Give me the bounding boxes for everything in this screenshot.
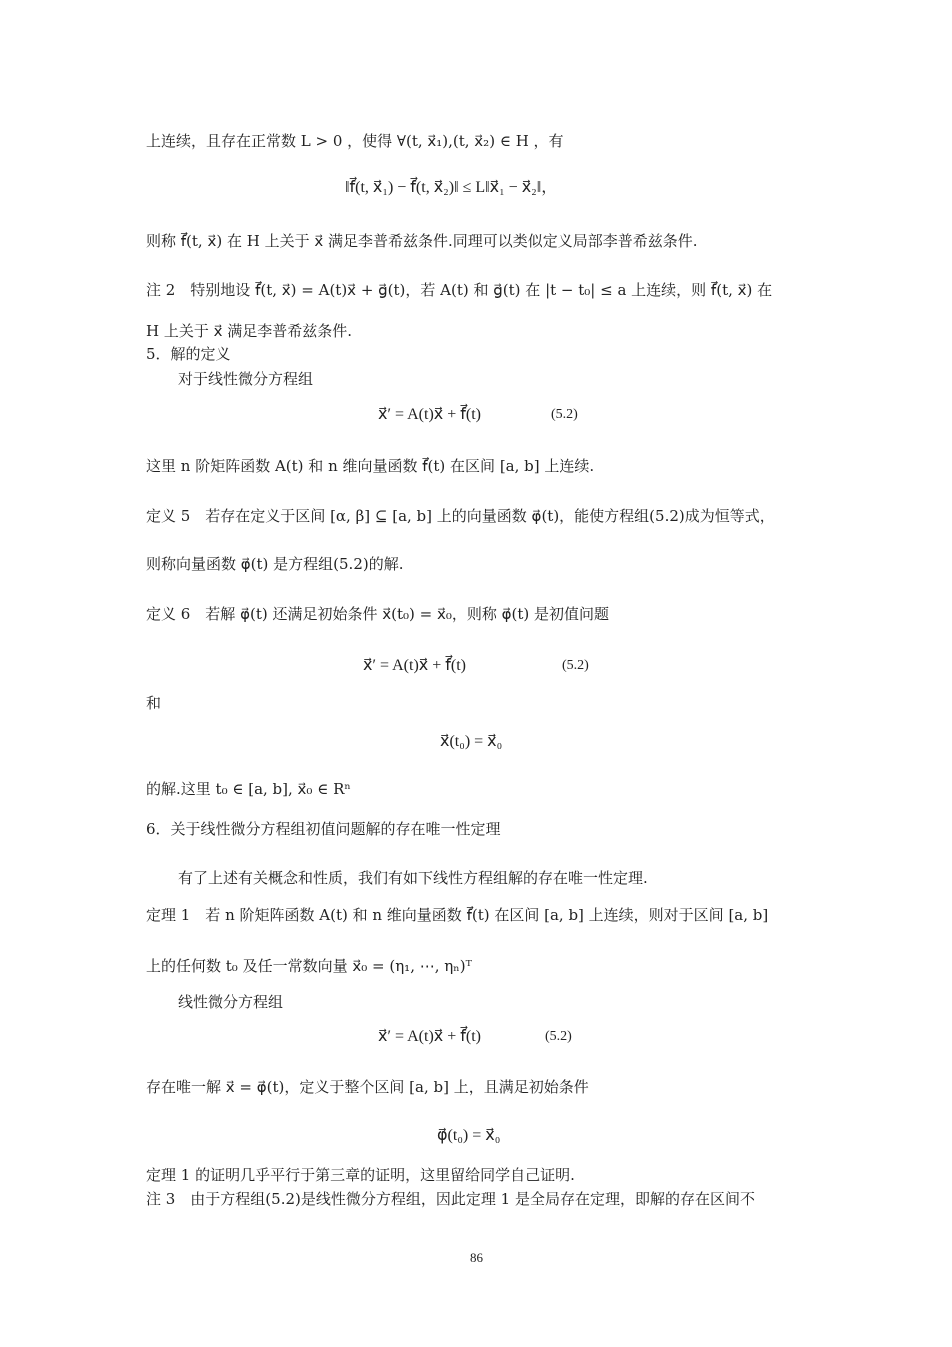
page-number: 86 (470, 1250, 483, 1265)
equation-5-2: x⃗′ = A(t)x⃗ + f⃗(t) (363, 657, 466, 674)
equation-5-2: x⃗′ = A(t)x⃗ + f⃗(t) (378, 406, 481, 423)
note-2-line: 注 2 特别地设 f⃗(t, x⃗) = A(t)x⃗ + g⃗(t)，若 A(t) 和 g⃗(t) 在 |t − t₀| ≤ a 上连续，则 f⃗(t, x⃗) 在 (146, 281, 773, 299)
text-line: 则称向量函数 φ⃗(t) 是方程组(5.2)的解. (146, 555, 404, 573)
equation-number: (5.2) (562, 658, 589, 673)
text-line: 存在唯一解 x⃗ = φ⃗(t)，定义于整个区间 [a, b] 上，且满足初始条件 (146, 1078, 589, 1096)
text-line: 对于线性微分方程组 (178, 370, 314, 388)
theorem-1-line: 定理 1 若 n 阶矩阵函数 A(t) 和 n 维向量函数 f⃗(t) 在区间 [a, b] 上连续，则对于区间 [a, b] (146, 906, 769, 924)
text-line: 定理 1 的证明几乎平行于第三章的证明，这里留给同学自己证明. (146, 1166, 575, 1184)
definition-6-line: 定义 6 若解 φ⃗(t) 还满足初始条件 x⃗(t₀) = x⃗₀，则称 φ⃗(t) 是初值问题 (146, 605, 610, 623)
equation-5-2: x⃗′ = A(t)x⃗ + f⃗(t) (378, 1028, 481, 1045)
section-heading-6: 6．关于线性微分方程组初值问题解的存在唯一性定理 (146, 820, 501, 838)
equation-initial-condition: x⃗(t₀) = x⃗₀ (440, 733, 503, 750)
text-line: 上连续，且存在正常数 L > 0 ，使得 ∀(t, x⃗₁),(t, x⃗₂) ∈ H ，有 (146, 132, 564, 150)
text-line: 上的任何数 t₀ 及任一常数向量 x⃗₀ = (η₁, ⋯, ηₙ)ᵀ (146, 957, 472, 975)
equation-lipschitz: ‖f⃗(t, x⃗₁) − f⃗(t, x⃗₂)‖ ≤ L‖x⃗₁ − x⃗₂‖， (345, 179, 558, 196)
text-line: 这里 n 阶矩阵函数 A(t) 和 n 维向量函数 f⃗(t) 在区间 [a, b] 上连续. (146, 457, 595, 475)
equation-initial-condition: φ⃗(t₀) = x⃗₀ (437, 1127, 501, 1144)
text-line: H 上关于 x⃗ 满足李普希兹条件. (146, 322, 353, 340)
equation-number: (5.2) (545, 1029, 572, 1044)
text-line: 和 (146, 694, 162, 712)
text-line: 线性微分方程组 (178, 993, 284, 1011)
text-line: 有了上述有关概念和性质，我们有如下线性方程组解的存在唯一性定理. (178, 869, 648, 887)
section-heading-5: 5．解的定义 (146, 345, 231, 363)
text-line: 的解.这里 t₀ ∈ [a, b], x⃗₀ ∈ Rⁿ (146, 780, 351, 798)
definition-5-line: 定义 5 若存在定义于区间 [α, β] ⊆ [a, b] 上的向量函数 φ⃗(t)，能使方程组(5.2)成为恒等式， (146, 507, 775, 525)
equation-number: (5.2) (551, 407, 578, 422)
text-line: 则称 f⃗(t, x⃗) 在 H 上关于 x⃗ 满足李普希兹条件.同理可以类似定义局部李普希兹条件. (146, 232, 698, 250)
note-3-line: 注 3 由于方程组(5.2)是线性微分方程组，因此定理 1 是全局存在定理，即解的存在区间不 (146, 1190, 755, 1208)
